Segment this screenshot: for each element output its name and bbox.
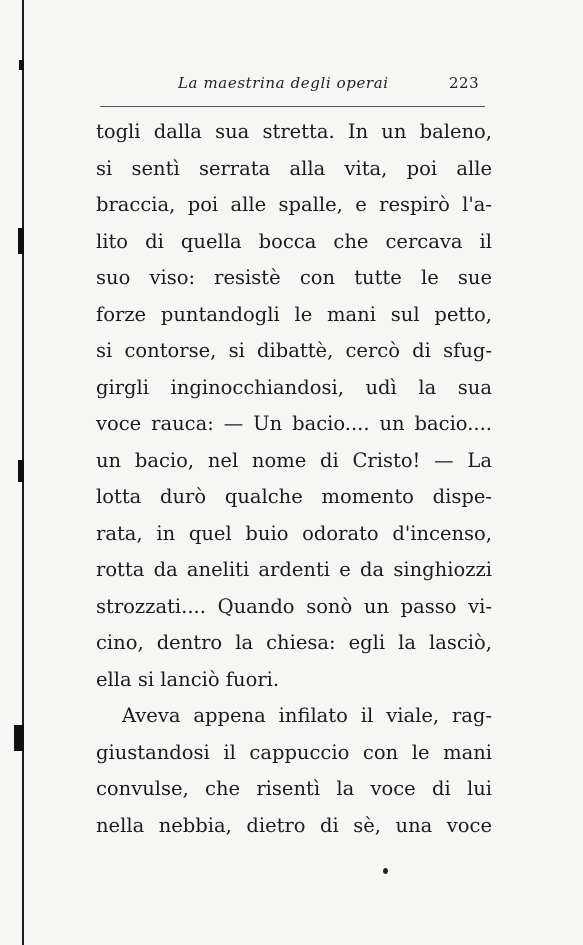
paragraph (96, 114, 492, 698)
text-line: giustandosi il cappuccio con le mani (96, 740, 492, 764)
binding-mark (18, 228, 24, 254)
text-line: forze puntandogli le mani sul petto, (96, 302, 492, 326)
binding-mark (18, 460, 24, 482)
running-title: La maestrina degli operai (178, 74, 389, 92)
text-line: un bacio, nel nome di Cristo! — La (96, 448, 492, 472)
binding-mark (19, 60, 24, 70)
text-line: braccia, poi alle spalle, e respirò l'a- (96, 193, 492, 216)
ink-speck (383, 868, 388, 874)
header-rule (100, 106, 485, 107)
text-line: rotta da aneliti ardenti e da singhiozzi (96, 558, 492, 581)
page-number: 223 (449, 74, 480, 92)
text-line: si contorse, si dibattè, cercò di sfug- (96, 339, 492, 362)
text-line: lito di quella bocca che cercava il (96, 229, 492, 253)
text-line: lotta durò qualche momento dispe- (96, 485, 492, 508)
text-line: girgli inginocchiandosi, udì la sua (96, 375, 492, 399)
page-header (0, 72, 583, 100)
text-line: nella nebbia, dietro di sè, una voce (96, 813, 492, 837)
text-line: cino, dentro la chiesa: egli la lasciò, (96, 631, 492, 654)
text-line: rata, in quel buio odorato d'incenso, (96, 521, 492, 545)
text-line: si sentì serrata alla vita, poi alle (96, 156, 492, 180)
body-text (96, 114, 492, 844)
text-line: suo viso: resistè con tutte le sue (96, 266, 492, 289)
paragraph (96, 698, 492, 844)
text-line: togli dalla sua stretta. In un baleno, (96, 120, 492, 143)
text-line: convulse, che risentì la voce di lui (96, 777, 492, 800)
text-line: Aveva appena infilato il viale, rag- (122, 704, 492, 727)
text-line: voce rauca: — Un bacio.... un bacio.... (96, 412, 492, 435)
text-line: ella si lanciò fuori. (96, 667, 280, 691)
binding-mark (14, 725, 24, 751)
text-line: strozzati.... Quando sonò un passo vi- (96, 594, 492, 618)
